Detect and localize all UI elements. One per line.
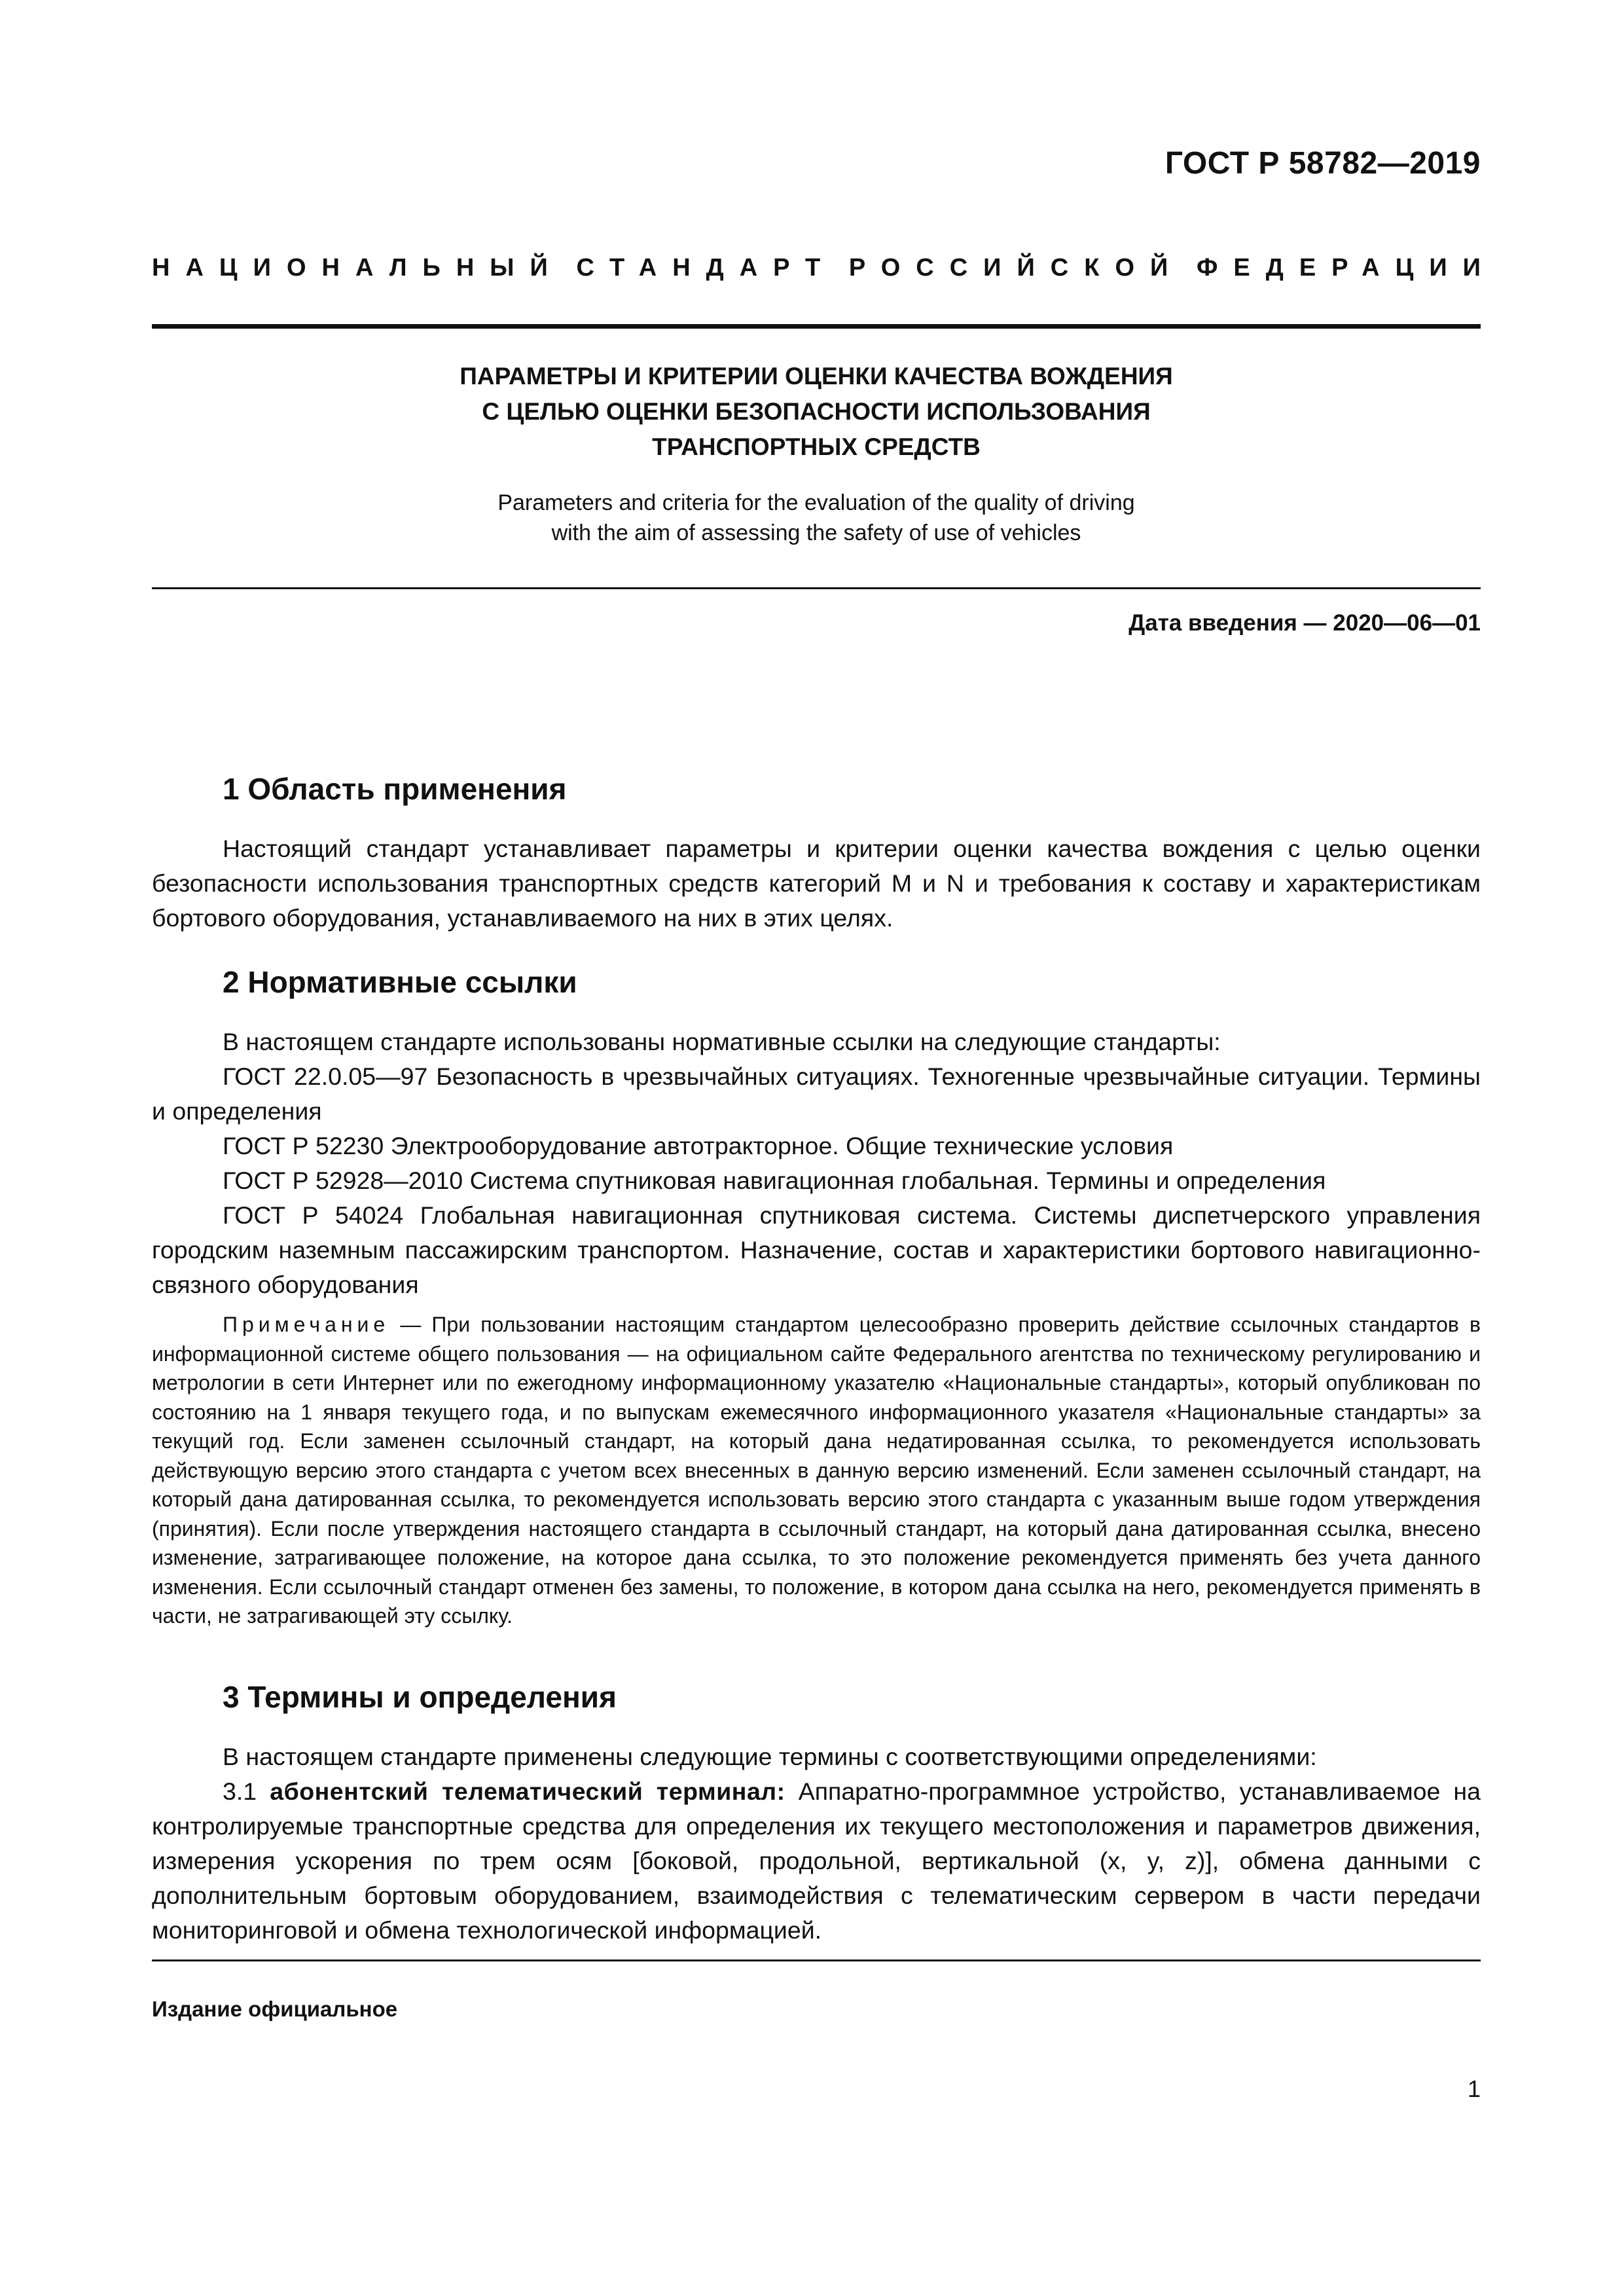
header-divider <box>152 324 1481 329</box>
section-heading: 2 Нормативные ссылки <box>223 965 577 999</box>
title-line: ТРАНСПОРТНЫХ СРЕДСТВ <box>652 433 981 460</box>
term-number: 3.1 <box>223 1777 270 1805</box>
title-line: С ЦЕЛЬЮ ОЦЕНКИ БЕЗОПАСНОСТИ ИСПОЛЬЗОВАНИЯ <box>482 398 1151 425</box>
footer-divider <box>152 1959 1481 1961</box>
term-definition <box>152 1774 1481 1948</box>
title-english <box>152 488 1481 548</box>
title-line: with the aim of assessing the safety of use of vehicles <box>551 520 1081 545</box>
title-russian <box>152 359 1481 465</box>
section-heading: 1 Область применения <box>223 772 567 806</box>
normative-reference: ГОСТ Р 52928—2010 Система спутниковая навигационная глобальная. Термины и определения <box>223 1167 1326 1194</box>
normative-reference: ГОСТ Р 54024 Глобальная навигационная спутниковая система. Системы диспетчерского управления городским наземным пассажирским транспортом. Назначение, состав и характеристики бортового навигационно-связного оборудования <box>152 1201 1481 1298</box>
paragraph: В настоящем стандарте применены следующие термины с соответствующими определениями: <box>223 1742 1317 1770</box>
paragraph: В настоящем стандарте использованы нормативные ссылки на следующие стандарты: <box>223 1028 1221 1055</box>
introduction-date: Дата введения — 2020—06—01 <box>1128 610 1481 636</box>
banner-word: РОССИЙСКОЙ <box>848 254 1184 282</box>
term-name: абонентский телематический терминал: <box>270 1777 785 1805</box>
note <box>152 1310 1481 1631</box>
normative-reference: ГОСТ Р 52230 Электрооборудование автотракторное. Общие технические условия <box>223 1132 1174 1159</box>
note-label: Примечание <box>223 1313 390 1336</box>
page-number: 1 <box>1467 2075 1481 2102</box>
banner-word: НАЦИОНАЛЬНЫЙ <box>152 254 564 282</box>
title-line: Parameters and criteria for the evaluation of the quality of driving <box>497 490 1135 515</box>
title-line: ПАРАМЕТРЫ И КРИТЕРИИ ОЦЕНКИ КАЧЕСТВА ВОЖДЕНИЯ <box>460 363 1173 390</box>
section-heading: 3 Термины и определения <box>223 1679 617 1714</box>
normative-reference: ГОСТ 22.0.05—97 Безопасность в чрезвычайных ситуациях. Техногенные чрезвычайные ситуации. Термины и определения <box>152 1063 1481 1125</box>
term-text: Аппаратно-программное устройство, устанавливаемое на контролируемые транспортные средства для определения их текущего местоположения и параметров движения, измерения ускорения по трем осям [боковой, продольной, вертикальной (x, y, z)], обмена данными с дополнительным бортовым оборудованием, взаимодействия с телематическим сервером в части передачи мониторинговой и обмена технологической информацией. <box>152 1777 1481 1944</box>
edition-label: Издание официальное <box>152 1997 398 2021</box>
standard-code: ГОСТ Р 58782—2019 <box>1164 146 1481 181</box>
document-body <box>152 766 1481 1948</box>
banner-word: ФЕДЕРАЦИИ <box>1196 254 1496 282</box>
banner-word: СТАНДАРТ <box>576 254 837 282</box>
title-divider <box>152 587 1481 589</box>
paragraph: Настоящий стандарт устанавливает параметры и критерии оценки качества вождения с целью оценки безопасности использования транспортных средств категорий M и N и требования к составу и характеристикам бортового оборудования, устанавливаемого на них в этих целях. <box>152 835 1481 932</box>
national-standard-banner <box>152 254 1496 282</box>
note-text: — При пользовании настоящим стандартом целесообразно проверить действие ссылочных стандартов в информационной системе общего пользования — на официальном сайте Федерального агентства по техническому регулированию и метрологии в сети Интернет или по ежегодному информационному указателю «Национальные стандарты», который опубликован по состоянию на 1 января текущего года, и по выпускам ежемесячного информационного указателя «Национальные стандарты» за текущий год. Если заменен ссылочный стандарт, на который дана недатированная ссылка, то рекомендуется использовать действующую версию этого стандарта с учетом всех внесенных в данную версию изменений. Если заменен ссылочный стандарт, на который дана датированная ссылка, то рекомендуется использовать версию этого стандарта с указанным выше годом утверждения (принятия). Если после утверждения настоящего стандарта в ссылочный стандарт, на который дана датированная ссылка, внесено изменение, затрагивающее положение, на которое дана ссылка, то это положение рекомендуется применять без учета данного изменения. Если ссылочный стандарт отменен без замены, то положение, в котором дана ссылка на него, рекомендуется применять в части, не затрагивающей эту ссылку. <box>152 1313 1481 1628</box>
